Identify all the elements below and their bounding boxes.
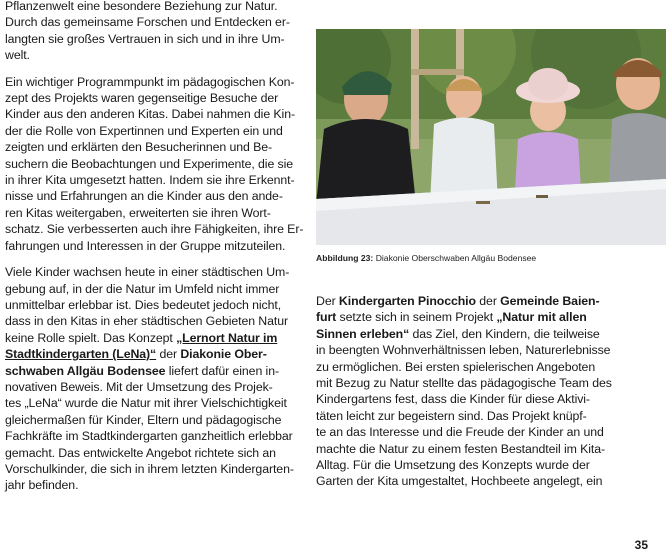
text-line: [5, 379, 301, 395]
text-line: [316, 342, 612, 358]
bold-text: Gemeinde Baien-: [500, 294, 600, 308]
text-line: [5, 156, 301, 172]
text-line: [5, 74, 301, 90]
bold-text: schwaben Allgäu Bodensee: [5, 363, 166, 378]
text-segment: Der: [316, 294, 339, 308]
text-segment: schatz. Sie verbesserten auch ihre Fähigkeiten, ihre Er-: [5, 222, 304, 237]
text-line: [316, 309, 612, 325]
text-segment: in ihrer Kita umgesetzt hatten. Indem sie ihre Erkennt-: [5, 173, 295, 188]
paragraph: [316, 293, 612, 490]
text-line: [316, 375, 612, 391]
text-line: [5, 461, 301, 477]
text-segment: Pflanzenwelt eine besondere Beziehung zur Natur.: [5, 0, 278, 13]
text-line: [5, 31, 301, 47]
bold-text: Sinnen erleben“: [316, 326, 410, 341]
paragraph: [5, 74, 304, 254]
text-segment: machte die Natur zu einem festen Bestandteil im Kita-: [316, 441, 606, 456]
text-segment: Ein wichtiger Programmpunkt im pädagogischen Kon-: [5, 74, 295, 89]
text-line: [5, 395, 301, 411]
text-line: [5, 428, 301, 444]
text-segment: unmittelbar erlebbar ist. Dies bedeutet jedoch nicht,: [5, 297, 282, 312]
text-line: [5, 47, 301, 63]
text-segment: zept des Projekts waren gegenseitige Besuche der: [5, 91, 279, 106]
text-segment: fahrungen und Interessen in der Gruppe mitzuteilen.: [5, 238, 286, 253]
figure-caption-text: Diakonie Oberschwaben Allgäu Bodensee: [375, 253, 537, 263]
text-line: [5, 188, 301, 204]
text-line: [5, 0, 301, 14]
text-line: [5, 412, 301, 428]
text-segment: jahr befinden.: [5, 478, 79, 493]
text-segment: das Ziel, den Kindern, die teilweise: [409, 326, 600, 341]
text-line: [5, 477, 301, 493]
text-line: [5, 123, 301, 139]
text-segment: suchern die Beobachtungen und Experimente, die sie: [5, 156, 294, 171]
text-line: [316, 293, 612, 309]
figure-label: Abbildung 23:: [316, 253, 374, 263]
text-segment: der: [156, 347, 181, 362]
text-segment: langten sie großes Vertrauen in sich und in ihre Um-: [5, 31, 285, 46]
text-line: [5, 172, 301, 188]
text-segment: Kinder aus den anderen Kitas. Dabei nahmen die Kin-: [5, 107, 295, 122]
emphasized-title: Stadtkindergarten (LeNa)“: [5, 347, 157, 362]
text-line: [5, 363, 301, 379]
paragraph: [5, 264, 301, 494]
text-line: [5, 106, 301, 122]
text-segment: novativen Beweis. Mit der Umsetzung des Projek-: [5, 379, 273, 394]
text-segment: mit Bezug zu Natur stellte das pädagogische Team des: [316, 376, 612, 391]
text-line: [5, 313, 301, 329]
text-line: [316, 391, 612, 407]
text-segment: gemacht. Das entwickelte Angebot richtete sich an: [5, 445, 276, 460]
text-line: [316, 457, 612, 473]
text-segment: tes „LeNa“ wurde die Natur mit ihrer Vielschichtigkeit: [5, 396, 287, 411]
text-line: [316, 473, 612, 489]
text-segment: te an das Interesse und die Freude der Kinder an und: [316, 425, 604, 440]
text-segment: keine Rolle spielt. Das Konzept: [5, 330, 177, 345]
text-segment: der die Rolle von Expertinnen und Experten ein und: [5, 123, 283, 138]
text-segment: Vorschulkinder, die sich in ihrem letzten Kindergarten-: [5, 461, 294, 476]
text-line: [5, 205, 301, 221]
text-line: [5, 281, 301, 297]
page-number: 35: [634, 538, 648, 552]
text-line: [316, 408, 612, 424]
text-segment: Viele Kinder wachsen heute in einer städtischen Um-: [5, 265, 290, 280]
text-line: [5, 346, 301, 362]
text-line: [5, 297, 301, 313]
left-text-column: [5, 0, 304, 504]
text-segment: setzte sich in seinem Projekt: [336, 310, 497, 325]
text-line: [5, 14, 301, 30]
text-segment: Kindergartens fest, dass die Kinder für diese Aktivi-: [316, 392, 590, 407]
text-segment: Garten der Kita umgestaltet, Hochbeete angelegt, ein: [316, 474, 603, 489]
bold-text: Kindergarten Pinocchio: [338, 294, 476, 308]
emphasized-title: „Lernort Natur im: [176, 330, 278, 345]
text-line: [5, 238, 301, 254]
paragraph: [5, 0, 301, 64]
text-segment: ren Kitas weitergaben, erweiterten sie ihren Wort-: [5, 205, 271, 220]
text-segment: der: [475, 294, 501, 308]
text-segment: dass in den Kitas in eher städtischen Gebieten Natur: [5, 314, 288, 329]
bold-text: Diakonie Ober-: [180, 347, 267, 362]
text-line: [316, 359, 612, 375]
text-segment: nisse und Erfahrungen an die Kinder aus den ande-: [5, 189, 283, 204]
text-line: [5, 445, 301, 461]
bold-text: „Natur mit allen: [496, 310, 587, 325]
text-segment: zeigten und erklärten den Besucherinnen und Be-: [5, 140, 273, 155]
text-segment: Fachkräfte im Stadtkindergarten ganzheitlich erlebbar: [5, 429, 293, 444]
text-line: [316, 326, 612, 342]
right-text-column: [316, 293, 612, 500]
text-line: [5, 330, 301, 346]
text-segment: gebung auf, in der die Natur im Umfeld nicht immer: [5, 281, 280, 296]
text-segment: täten leicht zur begeistern sind. Das Projekt knüpf-: [316, 408, 587, 423]
figure-caption: [316, 253, 666, 263]
text-segment: welt.: [5, 48, 30, 63]
text-line: [316, 424, 612, 440]
text-segment: zu ermöglichen. Bei ersten spielerischen Angeboten: [316, 359, 596, 374]
text-segment: gleichermaßen für Kinder, Eltern und pädagogische: [5, 412, 282, 427]
text-segment: Durch das gemeinsame Forschen und Entdecken er-: [5, 15, 290, 30]
text-segment: liefert dafür einen in-: [165, 363, 279, 378]
text-line: [5, 264, 301, 280]
text-segment: in beengten Wohnverhältnissen leben, Naturerlebnisse: [316, 343, 611, 358]
text-line: [5, 139, 301, 155]
text-line: [316, 441, 612, 457]
text-line: [5, 221, 304, 237]
text-segment: Alltag. Für die Umsetzung des Konzepts wurde der: [316, 458, 590, 473]
text-line: [5, 90, 301, 106]
figure-photo: [316, 29, 666, 245]
bold-text: furt: [316, 310, 337, 325]
photo-illustration: [316, 29, 666, 245]
